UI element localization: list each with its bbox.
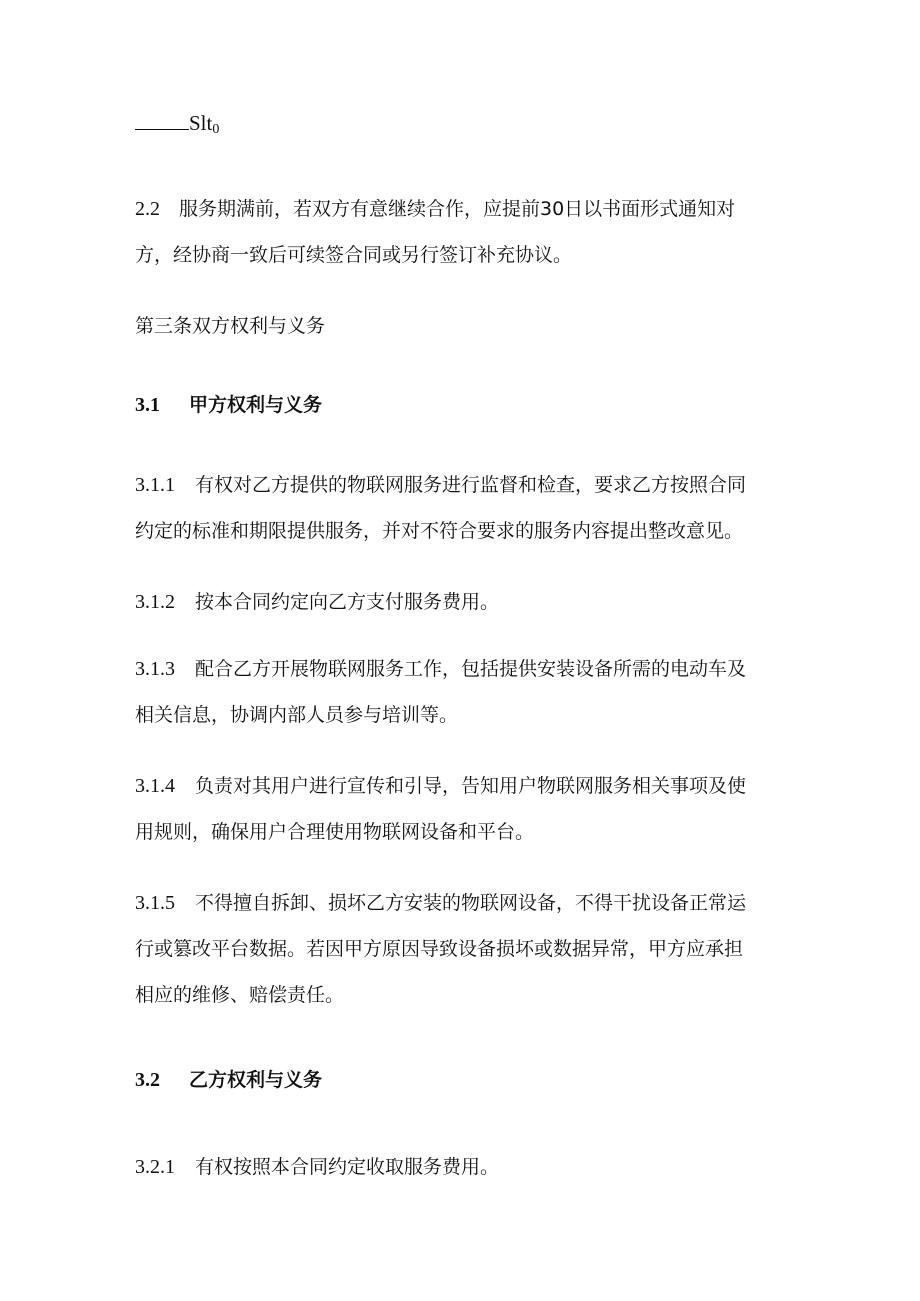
clause-number: 3.2.1 (135, 1156, 175, 1178)
section-heading-text: 乙方权利与义务 (189, 1069, 323, 1091)
clause-text-line: 有权对乙方提供的物联网服务进行监督和检查，要求乙方按照合同 (195, 474, 747, 496)
clause-number: 3.1.3 (135, 658, 175, 680)
clause-number: 3.1.1 (135, 474, 175, 496)
fragment-subscript: 0 (212, 122, 220, 137)
clause-text-line: 方，经协商一致后可续签合同或另行签订补充协议。 (135, 244, 573, 266)
clause-2-2 (135, 186, 785, 278)
clause-text-line: 服务期满前，若双方有意继续合作，应提前30日以书面形式通知对 (179, 198, 736, 220)
clause-text-line: 不得擅自拆卸、损坏乙方安装的物联网设备，不得干扰设备正常运 (195, 892, 747, 914)
section-3-1-heading (135, 382, 785, 428)
clause-text-line: 负责对其用户进行宣传和引导，告知用户物联网服务相关事项及使 (195, 775, 747, 797)
clause-number: 3.1.2 (135, 591, 175, 613)
blank-underline (135, 107, 189, 130)
clause-3-1-4 (135, 763, 785, 855)
clause-text-line: 有权按照本合同约定收取服务费用。 (195, 1156, 500, 1178)
clause-number: 3.1.4 (135, 775, 175, 797)
section-heading-text: 甲方权利与义务 (189, 394, 323, 416)
clause-number: 2.2 (135, 198, 160, 220)
article-3-title (135, 303, 785, 349)
fragment-text: Slt (189, 111, 213, 135)
clause-text-line: 用规则，确保用户合理使用物联网设备和平台。 (135, 821, 535, 843)
clause-3-1-2 (135, 579, 785, 625)
clause-3-2-1 (135, 1144, 785, 1190)
section-number: 3.1 (135, 394, 160, 416)
clause-text-line: 相应的维修、赔偿责任。 (135, 984, 345, 1006)
clause-number: 3.1.5 (135, 892, 175, 914)
clause-text-line: 约定的标准和期限提供服务，并对不符合要求的服务内容提出整改意见。 (135, 520, 744, 542)
clause-text-line: 行或篡改平台数据。若因甲方原因导致设备损坏或数据异常，甲方应承担 (135, 938, 744, 960)
section-3-2-heading (135, 1057, 785, 1103)
clause-3-1-1 (135, 462, 785, 554)
clause-text-line: 配合乙方开展物联网服务工作，包括提供安装设备所需的电动车及 (195, 658, 747, 680)
header-fragment (135, 100, 785, 153)
article-title-text: 第三条双方权利与义务 (135, 315, 326, 337)
section-number: 3.2 (135, 1069, 160, 1091)
clause-3-1-3 (135, 646, 785, 738)
clause-text-line: 相关信息，协调内部人员参与培训等。 (135, 704, 459, 726)
clause-3-1-5 (135, 880, 785, 1018)
clause-text-line: 按本合同约定向乙方支付服务费用。 (195, 591, 500, 613)
